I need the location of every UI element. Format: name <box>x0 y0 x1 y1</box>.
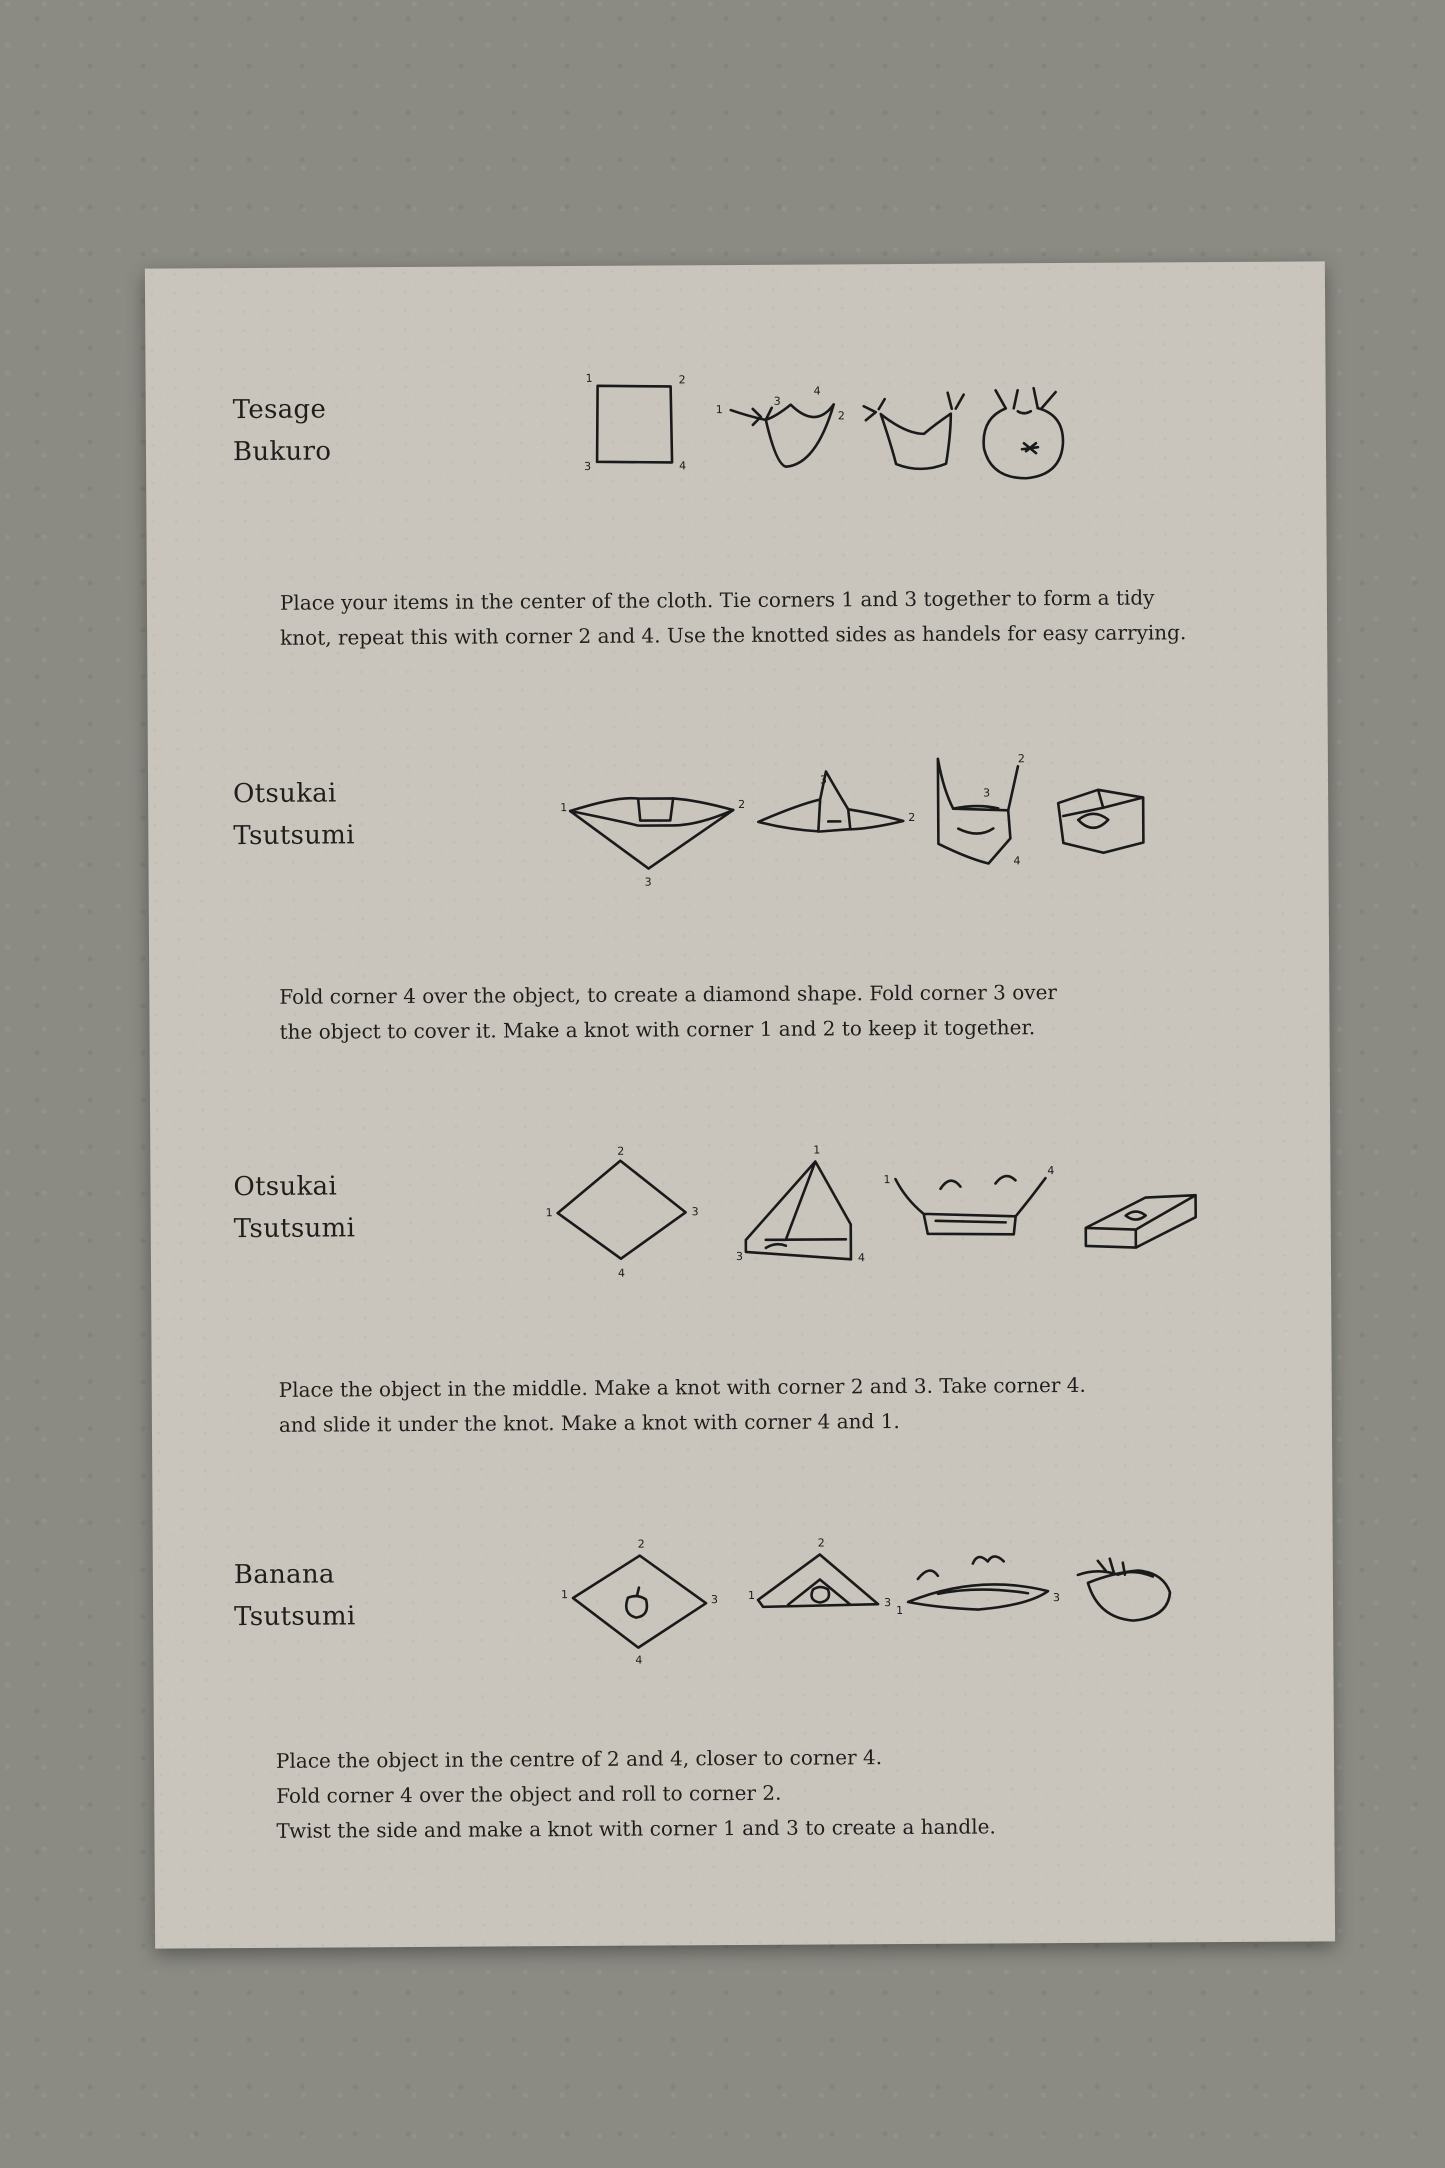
corner-label: 4 <box>857 1251 865 1265</box>
title-line: Bukuro <box>232 436 332 468</box>
step-diagram <box>716 384 845 467</box>
instruction-card <box>145 261 1335 1948</box>
section-title <box>234 1553 356 1638</box>
step-diagram <box>983 388 1063 478</box>
title-line: Tesage <box>232 394 327 426</box>
section-tesage-bukuro <box>145 261 1325 650</box>
corner-label: 2 <box>1017 752 1025 766</box>
section-description <box>279 1368 1087 1443</box>
step-diagram <box>883 1164 1054 1235</box>
corner-label: 1 <box>585 371 593 385</box>
folding-diagrams <box>558 747 1259 901</box>
corner-label: 1 <box>747 1588 756 1602</box>
description-line: Place the object in the middle. Make a knot with corner 2 and 3. Take corner 4. <box>278 1372 1086 1402</box>
corner-label: 3 <box>644 875 652 889</box>
step-diagram <box>748 1536 891 1610</box>
corner-label: 3 <box>983 786 991 800</box>
corner-label: 1 <box>545 1206 553 1220</box>
title-line: Tsutsumi <box>233 820 355 852</box>
section-title <box>233 388 332 473</box>
folding-diagrams <box>545 1137 1266 1301</box>
step-diagram <box>864 393 964 470</box>
step-diagram <box>1078 1558 1170 1621</box>
corner-label: 3 <box>691 1205 699 1219</box>
description-line: Fold corner 4 over the object and roll to corner 2. <box>276 1780 782 1808</box>
step-diagram <box>560 797 746 889</box>
section-title <box>233 1165 355 1250</box>
description-line: knot, repeat this with corner 2 and 4. Use the knotted sides as handels for easy carrying. <box>280 620 1187 650</box>
description-line: and slide it under the knot. Make a knot with corner 4 and 1. <box>278 1409 900 1437</box>
corner-label: 1 <box>813 1143 821 1157</box>
corner-label: 2 <box>738 797 746 812</box>
corner-label: 2 <box>817 1536 825 1550</box>
step-diagram <box>1086 1195 1196 1248</box>
description-line: Fold corner 4 over the object, to create a diamond shape. Fold corner 3 over <box>279 980 1058 1009</box>
description-line: the object to cover it. Make a knot with corner 1 and 2 to keep it together. <box>279 1015 1036 1044</box>
step-diagram <box>1058 790 1143 854</box>
step-diagram <box>938 752 1026 868</box>
corner-label: 2 <box>637 1537 645 1551</box>
corner-label: 4 <box>635 1653 643 1667</box>
title-line: Otsukai <box>232 778 337 810</box>
corner-label: 1 <box>883 1173 891 1187</box>
corner-label: 1 <box>715 403 723 417</box>
corner-label: 3 <box>819 773 828 787</box>
step-diagram <box>896 1556 1060 1617</box>
step-diagram <box>735 1143 865 1265</box>
title-line: Otsukai <box>233 1171 338 1203</box>
step-diagram <box>758 771 915 832</box>
step-diagram <box>561 1537 719 1667</box>
folding-diagrams <box>558 1532 1279 1686</box>
corner-label: 3 <box>884 1596 892 1610</box>
corner-label: 1 <box>560 801 568 815</box>
corner-label: 2 <box>908 810 916 824</box>
corner-label: 4 <box>679 459 687 473</box>
corner-label: 4 <box>617 1266 626 1280</box>
title-line: Banana <box>233 1559 335 1591</box>
corner-label: 4 <box>1047 1164 1055 1178</box>
description-line: Place your items in the center of the cloth. Tie corners 1 and 3 together to form a tidy <box>279 585 1155 615</box>
corner-label: 4 <box>813 384 821 398</box>
corner-label: 3 <box>735 1249 743 1264</box>
corner-label: 2 <box>678 373 686 387</box>
title-line: Tsutsumi <box>234 1601 356 1633</box>
step-diagram <box>545 1144 699 1280</box>
section-description <box>279 975 1057 1050</box>
section-title <box>233 772 355 857</box>
corner-label: 3 <box>710 1593 719 1607</box>
description-line: Place the object in the centre of 2 and 4, closer to corner 4. <box>275 1745 883 1773</box>
corner-label: 3 <box>1052 1591 1061 1605</box>
section-description <box>280 580 1187 656</box>
description-line: Twist the side and make a knot with corner 1 and 3 to create a handle. <box>276 1814 996 1843</box>
corner-label: 1 <box>896 1604 904 1618</box>
corner-label: 3 <box>584 459 592 473</box>
corner-label: 1 <box>560 1588 569 1602</box>
corner-label: 4 <box>1013 854 1021 868</box>
corner-label: 2 <box>837 409 845 423</box>
step-diagram <box>584 371 687 473</box>
title-line: Tsutsumi <box>233 1213 356 1245</box>
corner-label: 3 <box>773 394 781 408</box>
section-description <box>276 1739 996 1848</box>
corner-label: 2 <box>617 1144 625 1158</box>
folding-diagrams <box>575 362 1236 506</box>
